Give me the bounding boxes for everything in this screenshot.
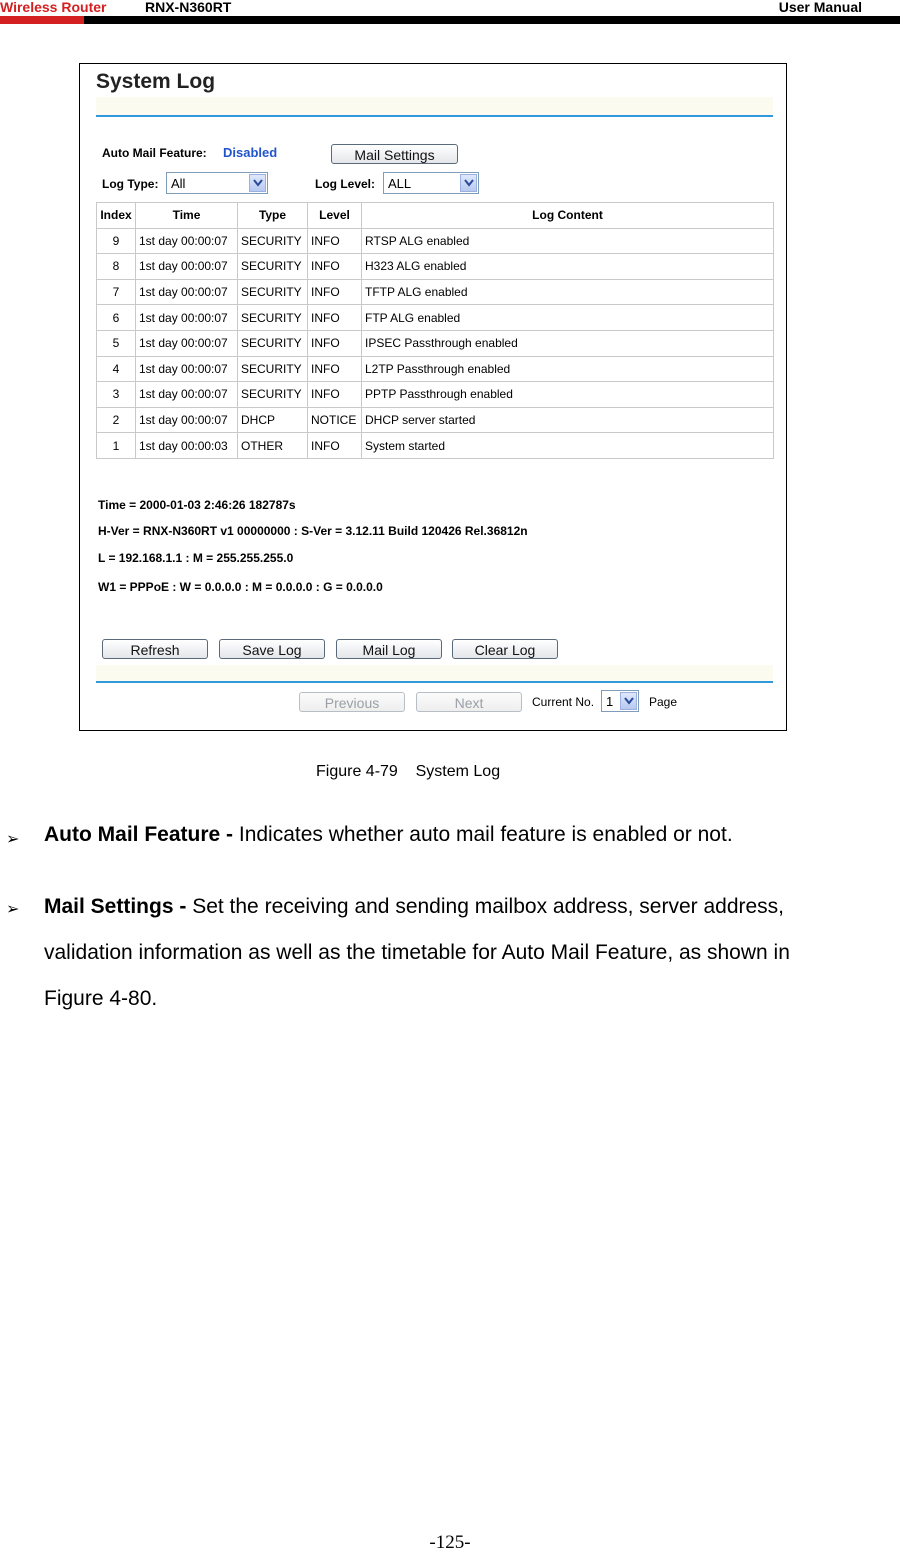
bullet-term: Auto Mail Feature -: [44, 823, 239, 846]
current-no-label: Current No.: [532, 695, 595, 709]
log-table-header: [97, 203, 774, 229]
bullet-arrow-icon: ➢: [6, 831, 20, 848]
cell-type: SECURITY: [238, 228, 308, 254]
cell-content: H323 ALG enabled: [362, 254, 774, 280]
cell-content: System started: [362, 433, 774, 459]
column-time: Time: [136, 203, 238, 229]
cell-content: L2TP Passthrough enabled: [362, 356, 774, 382]
header-model: RNX-N360RT: [145, 0, 232, 15]
page-number: -125-: [429, 1532, 471, 1553]
table-row: [97, 433, 774, 459]
table-row: [97, 305, 774, 331]
cell-type: SECURITY: [238, 330, 308, 356]
current-page-select[interactable]: [601, 690, 639, 712]
cell-content: TFTP ALG enabled: [362, 279, 774, 305]
previous-button[interactable]: Previous: [299, 692, 405, 712]
cell-time: 1st day 00:00:07: [136, 407, 238, 433]
refresh-button[interactable]: Refresh: [102, 639, 208, 659]
cell-content: PPTP Passthrough enabled: [362, 382, 774, 408]
auto-mail-status: Disabled: [223, 145, 278, 160]
cell-type: SECURITY: [238, 279, 308, 305]
cell-type: SECURITY: [238, 356, 308, 382]
cell-type: SECURITY: [238, 382, 308, 408]
footer-divider: [96, 681, 773, 683]
cell-time: 1st day 00:00:07: [136, 382, 238, 408]
page-label: Page: [649, 695, 678, 709]
footer-strip: [96, 665, 773, 681]
cell-time: 1st day 00:00:07: [136, 330, 238, 356]
info-lan: L = 192.168.1.1 : M = 255.255.255.0: [98, 551, 294, 565]
current-page-value: 1: [606, 694, 614, 709]
cell-level: INFO: [308, 382, 362, 408]
cell-index: 7: [97, 279, 136, 305]
log-type-value: All: [171, 176, 186, 191]
header-rule-accent: [0, 16, 84, 24]
clear-log-button[interactable]: Clear Log: [452, 639, 558, 659]
title-divider: [96, 115, 773, 117]
header-manual: User Manual: [778, 0, 862, 15]
cell-time: 1st day 00:00:07: [136, 228, 238, 254]
chevron-down-icon[interactable]: [249, 174, 266, 192]
cell-time: 1st day 00:00:07: [136, 279, 238, 305]
running-header: [0, 0, 900, 24]
cell-time: 1st day 00:00:03: [136, 433, 238, 459]
cell-type: SECURITY: [238, 254, 308, 280]
cell-level: INFO: [308, 330, 362, 356]
cell-level: INFO: [308, 433, 362, 459]
save-log-button[interactable]: Save Log: [219, 639, 325, 659]
log-type-select[interactable]: [166, 172, 268, 194]
bullet-text: Set the receiving and sending mailbox address, server address, validation information as well as the timetable for Auto Mail Feature, as shown in Figure 4-80.: [44, 895, 790, 1010]
figure-caption: Figure 4-79 System Log: [316, 763, 501, 780]
cell-index: 9: [97, 228, 136, 254]
cell-index: 8: [97, 254, 136, 280]
table-row: [97, 356, 774, 382]
cell-content: DHCP server started: [362, 407, 774, 433]
bullet-text: Indicates whether auto mail feature is enabled or not.: [238, 823, 733, 846]
log-table: [96, 202, 774, 459]
chevron-down-icon[interactable]: [620, 692, 637, 710]
column-level: Level: [308, 203, 362, 229]
log-type-label: Log Type:: [102, 177, 159, 191]
page-title: System Log: [96, 70, 216, 93]
auto-mail-label: Auto Mail Feature:: [102, 146, 207, 160]
cell-type: OTHER: [238, 433, 308, 459]
cell-time: 1st day 00:00:07: [136, 356, 238, 382]
cell-time: 1st day 00:00:07: [136, 305, 238, 331]
column-log-content: Log Content: [362, 203, 774, 229]
bullet-term: Mail Settings -: [44, 895, 193, 918]
cell-level: INFO: [308, 356, 362, 382]
column-type: Type: [238, 203, 308, 229]
bullet-auto-mail: [44, 812, 874, 858]
log-level-label: Log Level:: [315, 177, 376, 191]
table-row: [97, 330, 774, 356]
system-log-figure: [79, 63, 787, 731]
cell-level: INFO: [308, 305, 362, 331]
table-row: [97, 382, 774, 408]
cell-index: 4: [97, 356, 136, 382]
info-wan: W1 = PPPoE : W = 0.0.0.0 : M = 0.0.0.0 : G = 0.0.0.0: [98, 580, 383, 594]
table-row: [97, 407, 774, 433]
cell-content: FTP ALG enabled: [362, 305, 774, 331]
log-level-select[interactable]: [383, 172, 479, 194]
table-row: [97, 228, 774, 254]
header-brand: Wireless Router: [0, 0, 107, 15]
cell-index: 2: [97, 407, 136, 433]
cell-index: 1: [97, 433, 136, 459]
header-rule: [0, 16, 900, 24]
table-row: [97, 254, 774, 280]
cell-level: INFO: [308, 228, 362, 254]
info-version: H-Ver = RNX-N360RT v1 00000000 : S-Ver = 3.12.11 Build 120426 Rel.36812n: [98, 524, 528, 538]
log-level-value: ALL: [388, 176, 412, 191]
bullet-arrow-icon: ➢: [6, 901, 20, 918]
bullet-mail-settings: [44, 884, 844, 1022]
info-time: Time = 2000-01-03 2:46:26 182787s: [98, 498, 296, 512]
table-row: [97, 279, 774, 305]
column-index: Index: [97, 203, 136, 229]
cell-index: 5: [97, 330, 136, 356]
title-strip: [96, 97, 773, 115]
cell-type: DHCP: [238, 407, 308, 433]
cell-type: SECURITY: [238, 305, 308, 331]
cell-time: 1st day 00:00:07: [136, 254, 238, 280]
cell-index: 3: [97, 382, 136, 408]
cell-level: INFO: [308, 279, 362, 305]
chevron-down-icon[interactable]: [460, 174, 477, 192]
cell-content: IPSEC Passthrough enabled: [362, 330, 774, 356]
cell-level: INFO: [308, 254, 362, 280]
cell-index: 6: [97, 305, 136, 331]
cell-content: RTSP ALG enabled: [362, 228, 774, 254]
cell-level: NOTICE: [308, 407, 362, 433]
mail-log-button[interactable]: Mail Log: [336, 639, 442, 659]
next-button[interactable]: Next: [416, 692, 522, 712]
mail-settings-button[interactable]: Mail Settings: [331, 144, 458, 164]
